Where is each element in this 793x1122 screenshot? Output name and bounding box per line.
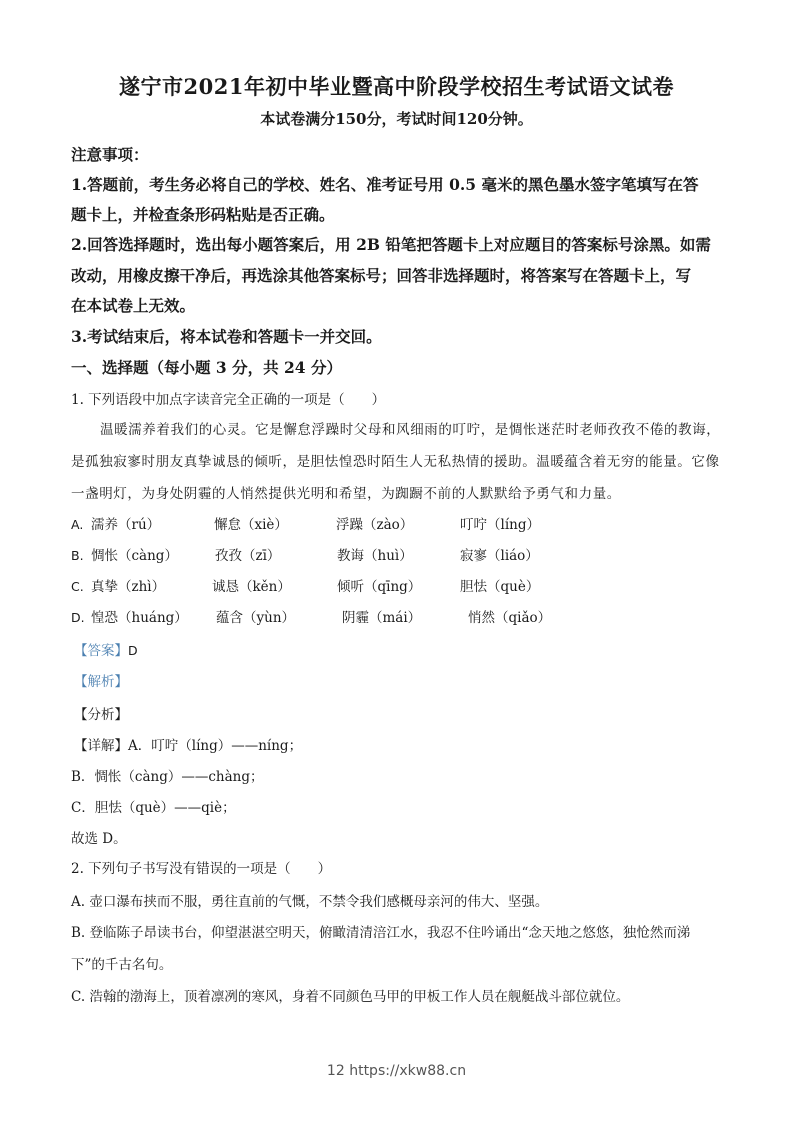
page-title: 遂宁市2021年初中毕业暨高中阶段学校招生考试语文试卷: [119, 74, 674, 99]
option-item: 叮咛（líng）: [460, 517, 540, 533]
answer-label: 【答案】: [74, 643, 128, 659]
page-subtitle: 本试卷满分150分，考试时间120分钟。: [260, 110, 533, 128]
option-item: 诚恳（kěn）: [212, 579, 291, 595]
question-2-stem: 2. 下列句子书写没有错误的一项是（ ）: [71, 861, 332, 877]
detail-line: 故选 D。: [71, 831, 127, 847]
section-heading: 一、选择题（每小题 3 分，共 24 分）: [71, 358, 342, 377]
question-2-option: A. 壶口瀑布挟而不服，勇往直前的气慨，不禁令我们感概母亲河的伟大、坚强。: [71, 894, 549, 910]
option-row-b: [71, 544, 178, 564]
option-item: 孜孜（zī）: [215, 548, 281, 564]
question-2-option: 下”的千古名句。: [71, 957, 173, 973]
passage-line: 温暖濡养着我们的心灵。它是懈怠浮躁时父母和风细雨的叮咛，是惆怅迷茫时老师孜孜不倦的教诲，: [100, 422, 721, 438]
option-item: 倾听（qīng）: [337, 579, 422, 595]
option-label: A.: [71, 517, 84, 532]
page-footer: [0, 1063, 793, 1079]
question-2-option: C. 浩翰的渤海上，顶着凛冽的寒风，身着不同颜色马甲的甲板工作人员在舰艇战斗部位就位。: [71, 989, 630, 1005]
note-line: 题卡上，并检查条形码粘贴是否正确。: [71, 205, 335, 224]
option-item: 胆怯（què）: [460, 579, 540, 595]
detail-line: C．胆怯（què）——qiè；: [71, 800, 236, 816]
option-item: 浮躁（zào）: [336, 517, 414, 533]
option-label: C.: [71, 579, 84, 594]
option-item: 惆怅（càng）: [91, 548, 178, 564]
option-item: 懈怠（xiè）: [214, 517, 288, 533]
option-item: 教诲（huì）: [337, 548, 413, 564]
fenxi-label: 【分析】: [74, 707, 128, 723]
option-item: 寂寥（liáo）: [460, 548, 539, 564]
passage-line: 是孤独寂寥时朋友真挚诚恳的倾听，是胆怯惶恐时陌生人无私热情的援助。温暖蕴含着无穷的能量。它像: [71, 454, 720, 470]
note-line: 在本试卷上无效。: [71, 296, 196, 315]
option-label: D.: [71, 610, 85, 625]
question-1-stem: 1. 下列语段中加点字读音完全正确的一项是（ ）: [71, 392, 386, 408]
page-number: 12: [326, 1063, 345, 1079]
note-line: 3.考试结束后，将本试卷和答题卡一并交回。: [71, 327, 382, 346]
note-line: 1.答题前，考生务必将自己的学校、姓名、准考证号用 0.5 毫米的黑色墨水签字笔填写在答: [71, 175, 699, 194]
question-2-option: B. 登临陈子昂读书台，仰望湛湛空明天，俯瞰清清涪江水，我忍不住吟诵出“念天地之悠悠，独怆然而涕: [71, 925, 691, 941]
option-item: 真挚（zhì）: [91, 579, 166, 595]
option-row-a: [71, 513, 160, 533]
note-line: 改动，用橡皮擦干净后，再选涂其他答案标号；回答非选择题时，将答案写在答题卡上，写: [71, 266, 692, 285]
note-line: 2.回答选择题时，选出每小题答案后，用 2B 铅笔把答题卡上对应题目的答案标号涂黑。如需: [71, 235, 711, 254]
detail-line: B．惆怅（càng）——chàng；: [71, 769, 264, 785]
option-item: 濡养（rú）: [91, 517, 161, 533]
option-item: 惶恐（huáng）: [91, 610, 188, 626]
detail-line: 【详解】A．叮咛（líng）——níng；: [74, 738, 303, 754]
option-label: B.: [71, 548, 84, 563]
analysis-label: 【解析】: [74, 674, 128, 690]
answer-value: D: [128, 643, 138, 658]
option-item: 阴霾（mái）: [342, 610, 422, 626]
passage-line: 一盏明灯，为身处阴霾的人悄然提供光明和希望，为踟蹰不前的人默默给予勇气和力量。: [71, 486, 621, 502]
option-row-c: [71, 575, 165, 595]
option-item: 蕴含（yùn）: [216, 610, 296, 626]
answer-line: [74, 639, 138, 659]
footer-link[interactable]: https://xkw88.cn: [349, 1063, 467, 1079]
option-item: 悄然（qiǎo）: [468, 610, 552, 626]
option-row-d: [71, 606, 188, 626]
notes-heading: 注意事项：: [71, 145, 149, 164]
